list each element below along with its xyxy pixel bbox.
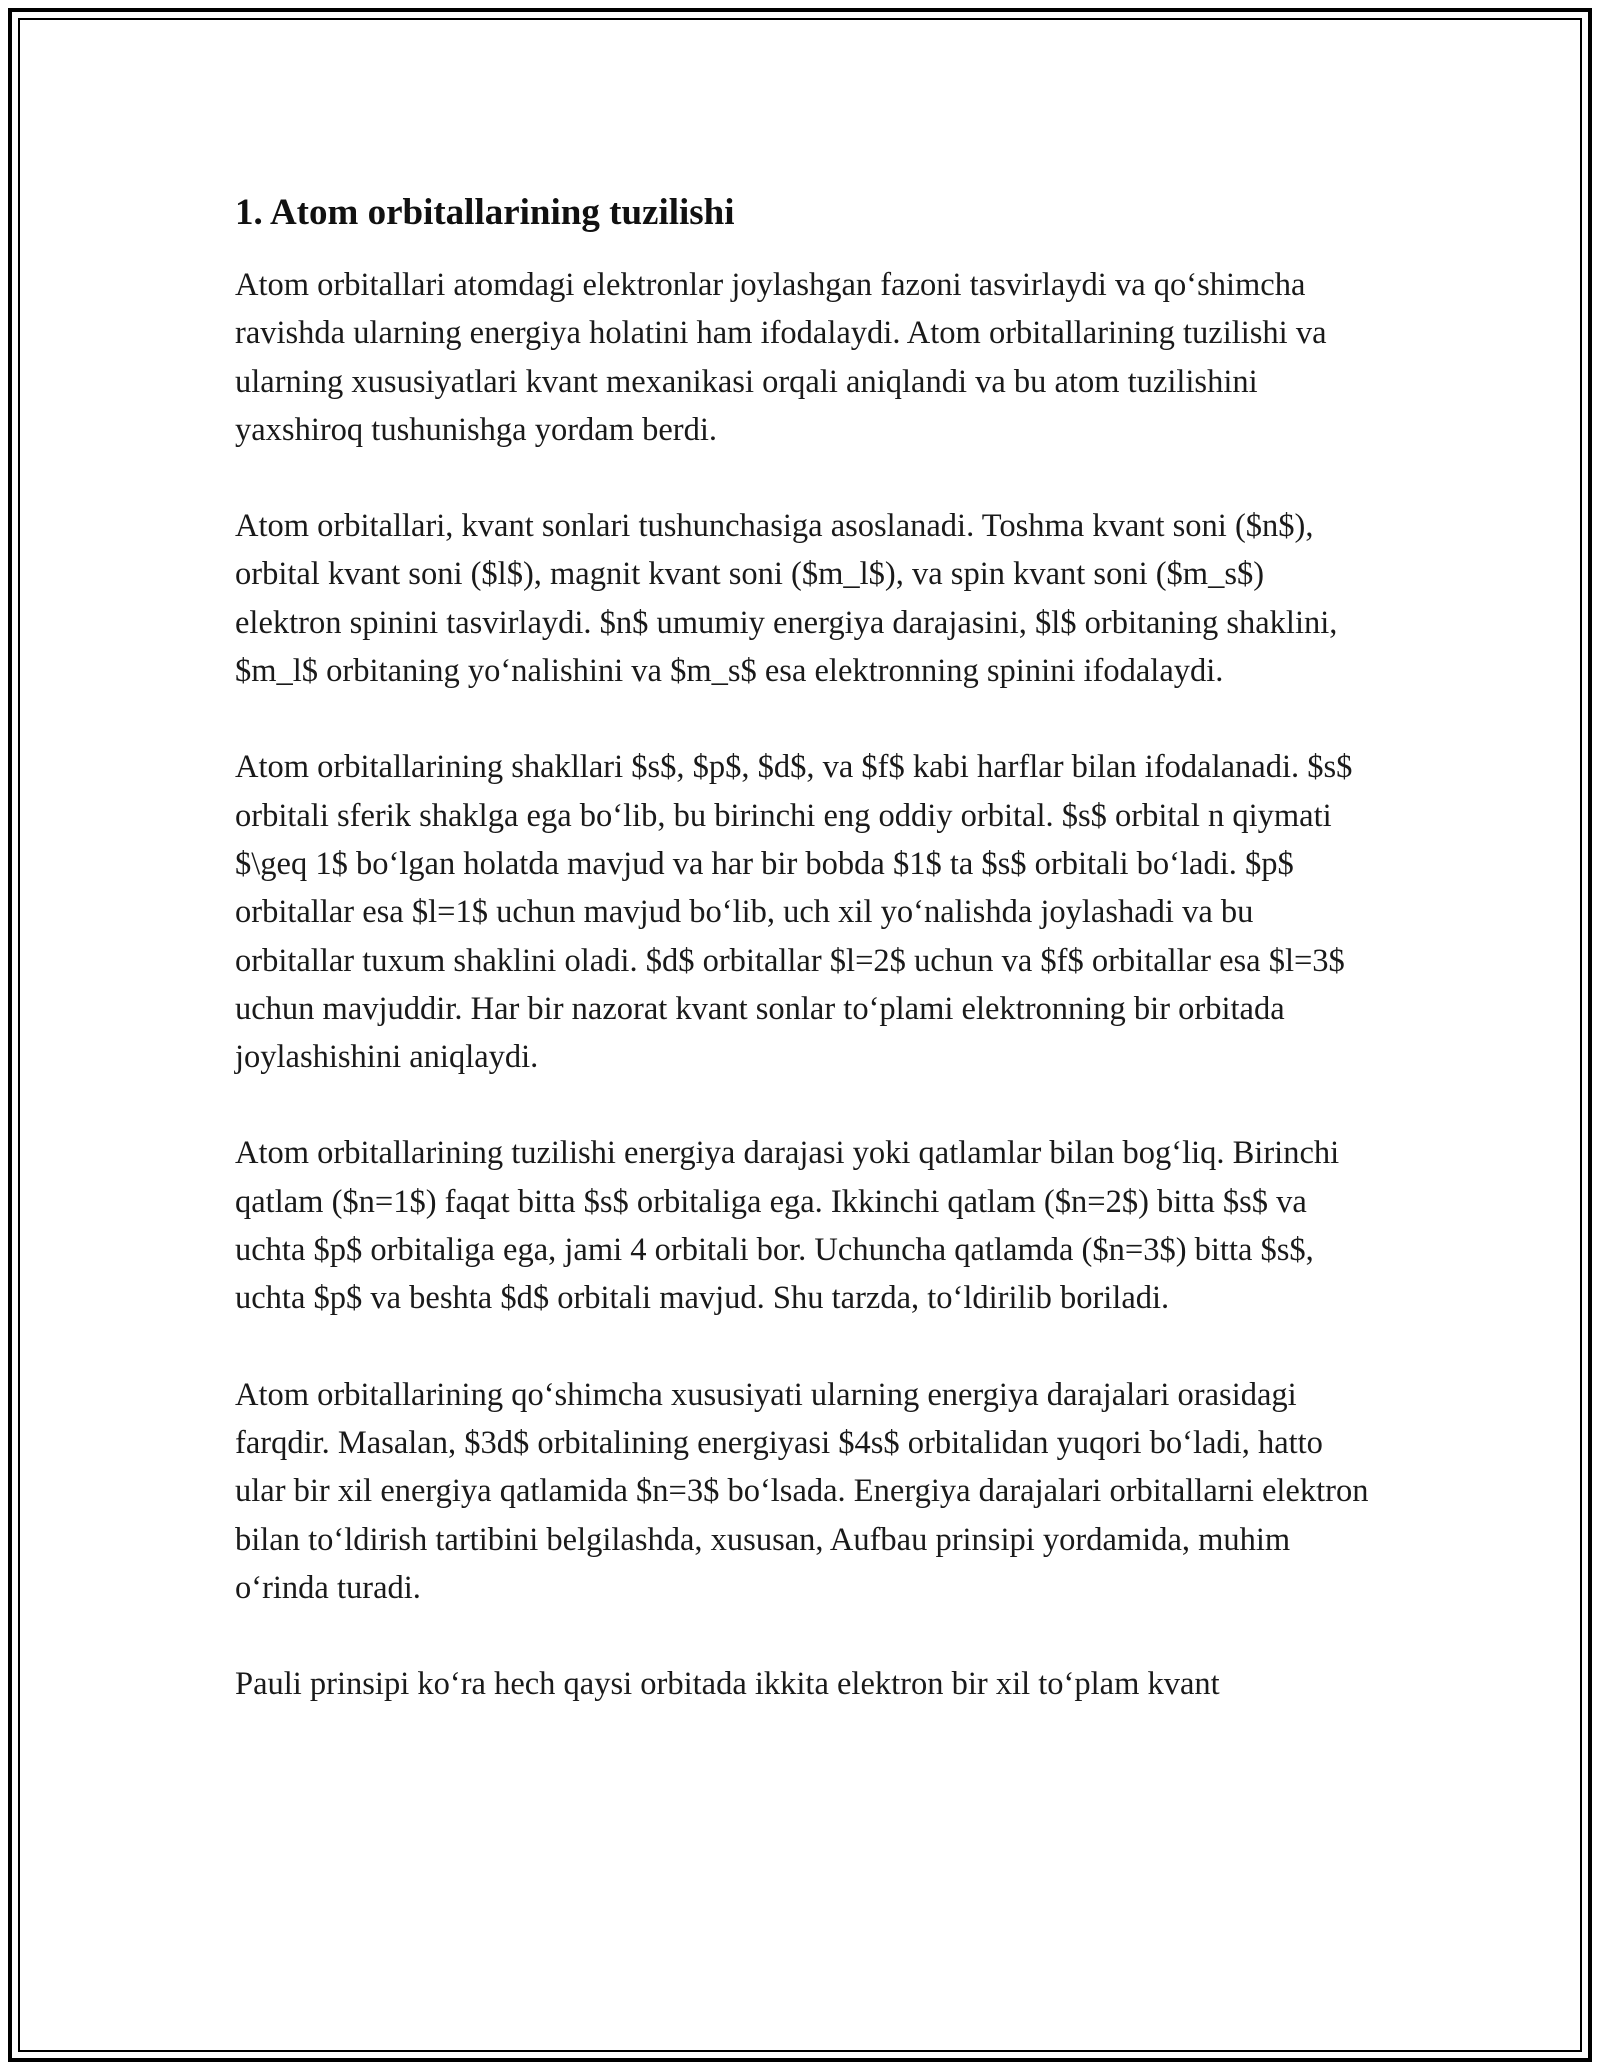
paragraph-2: Atom orbitallari, kvant sonlari tushunchasiga asoslanadi. Toshma kvant soni ($n$), orbital kvant soni ($l$), magnit kvant soni ($m_l$), va spin kvant soni ($m_s$) elektron spinini tasvirlaydi. $n$ umumiy energiya darajasini, $l$ orbitaning shaklini, $m_l$ orbitaning yo‘nalishini va $m_s$ esa elektronning spinini ifodalaydi. xyxy=(235,508,1338,690)
section-heading: 1. Atom orbitallarining tuzilishi xyxy=(235,192,735,233)
paragraph-3: Atom orbitallarining shakllari $s$, $p$, $d$, va $f$ kabi harflar bilan ifodalanadi. $s$ orbitali sferik shaklga ega bo‘lib, bu birinchi eng oddiy orbital. $s$ orbital n qiymati $\geq 1$ bo‘lgan holatda mavjud va har bir bobda $1$ ta $s$ orbitali bo‘ladi. $p$ orbitallar esa $l=1$ uchun mavjud bo‘lib, uch xil yo‘nalishda joylashadi va bu orbitallar tuxum shaklini oladi. $d$ orbitallar $l=2$ uchun va $f$ orbitallar esa $l=3$ uchun mavjuddir. Har bir nazorat kvant sonlar to‘plami elektronning bir orbitada joylashishini aniqlaydi. xyxy=(235,749,1353,1076)
document-body xyxy=(235,185,1375,1708)
paragraph-1: Atom orbitallari atomdagi elektronlar joylashgan fazoni tasvirlaydi va qo‘shimcha ravishda ularning energiya holatini ham ifodalaydi. Atom orbitallarining tuzilishi va ularning xususiyatlari kvant mexanikasi orqali aniqlandi va bu atom tuzilishini yaxshiroq tushunishga yordam berdi. xyxy=(235,267,1327,448)
paragraph-6: Pauli prinsipi ko‘ra hech qaysi orbitada ikkita elektron bir xil to‘plam kvant xyxy=(235,1666,1220,1703)
paragraph-5: Atom orbitallarining qo‘shimcha xususiyati ularning energiya darajalari orasidagi farqdir. Masalan, $3d$ orbitalining energiyasi $4s$ orbitalidan yuqori bo‘ladi, hatto ular bir xil energiya qatlamida $n=3$ bo‘lsada. Energiya darajalari orbitallarni elektron bilan to‘ldirish tartibini belgilashda, xususan, Aufbau prinsipi yordamida, muhim o‘rinda turadi. xyxy=(235,1376,1369,1606)
paragraph-4: Atom orbitallarining tuzilishi energiya darajasi yoki qatlamlar bilan bog‘liq. Birinchi qatlam ($n=1$) faqat bitta $s$ orbitaliga ega. Ikkinchi qatlam ($n=2$) bitta $s$ va uchta $p$ orbitaliga ega, jami 4 orbitali bor. Uchuncha qatlamda ($n=3$) bitta $s$, uchta $p$ va beshta $d$ orbitali mavjud. Shu tarzda, to‘ldirilib boriladi. xyxy=(235,1135,1340,1317)
